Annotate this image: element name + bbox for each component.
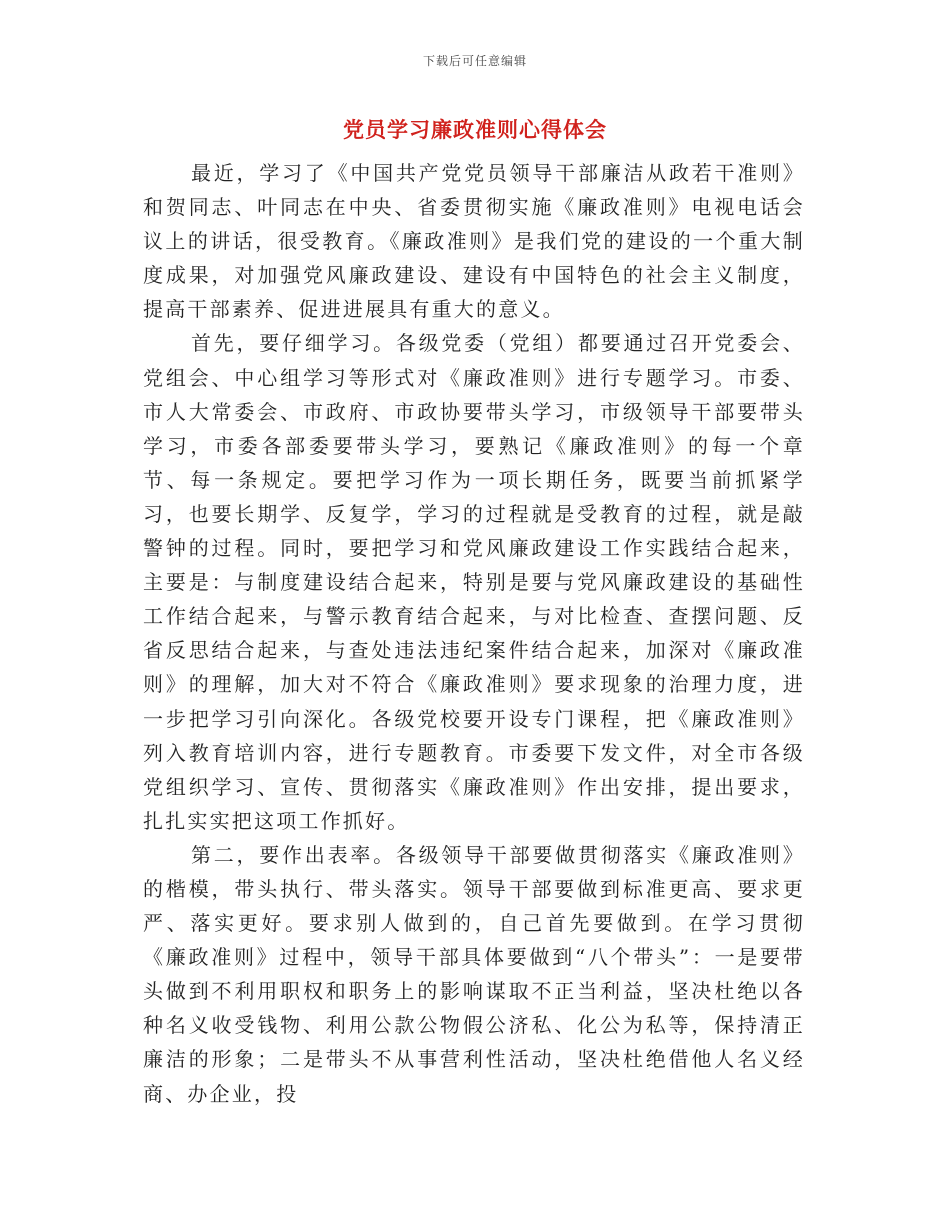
header-note: 下载后可任意编辑 <box>422 54 527 68</box>
paragraph-3: 第二，要作出表率。各级领导干部要做贯彻落实《廉政准则》的楷模，带头执行、带头落实。领导干部要做到标准更高、要求更严、落实更好。要求别人做到的，自己首先要做到。在学习贯彻《廉政准则》过程中，领导干部具体要做到“八个带头”：一是要带头做到不利用职权和职务上的影响谋取不正当利益，坚决杜绝以各种名义收受钱物、利用公款公物假公济私、化公为私等，保持清正廉洁的形象；二是带头不从事营利性活动，坚决杜绝借他人名义经商、办企业，投 <box>143 842 805 1106</box>
document-title: 党员学习廉政准则心得体会 <box>343 117 607 142</box>
document-body <box>143 156 805 1111</box>
paragraph-2: 首先，要仔细学习。各级党委（党组）都要通过召开党委会、党组会、中心组学习等形式对《廉政准则》进行专题学习。市委、市人大常委会、市政府、市政协要带头学习，市级领导干部要带头学习，市委各部委要带头学习，要熟记《廉政准则》的每一个章节、每一条规定。要把学习作为一项长期任务，既要当前抓紧学习，也要长期学、反复学，学习的过程就是受教育的过程，就是敲警钟的过程。同时，要把学习和党风廉政建设工作实践结合起来，主要是：与制度建设结合起来，特别是要与党风廉政建设的基础性工作结合起来，与警示教育结合起来，与对比检查、查摆问题、反省反思结合起来，与查处违法违纪案件结合起来，加深对《廉政准则》的理解，加大对不符合《廉政准则》要求现象的治理力度，进一步把学习引向深化。各级党校要开设专门课程，把《廉政准则》列入教育培训内容，进行专题教育。市委要下发文件，对全市各级党组织学习、宣传、贯彻落实《廉政准则》作出安排，提出要求，扎扎实实把这项工作抓好。 <box>143 331 805 833</box>
paragraph-1: 最近，学习了《中国共产党党员领导干部廉洁从政若干准则》和贺同志、叶同志在中央、省委贯彻实施《廉政准则》电视电话会议上的讲话，很受教育。《廉政准则》是我们党的建设的一个重大制度成果，对加强党风廉政建设、建设有中国特色的社会主义制度，提高干部素养、促进进展具有重大的意义。 <box>143 161 805 322</box>
